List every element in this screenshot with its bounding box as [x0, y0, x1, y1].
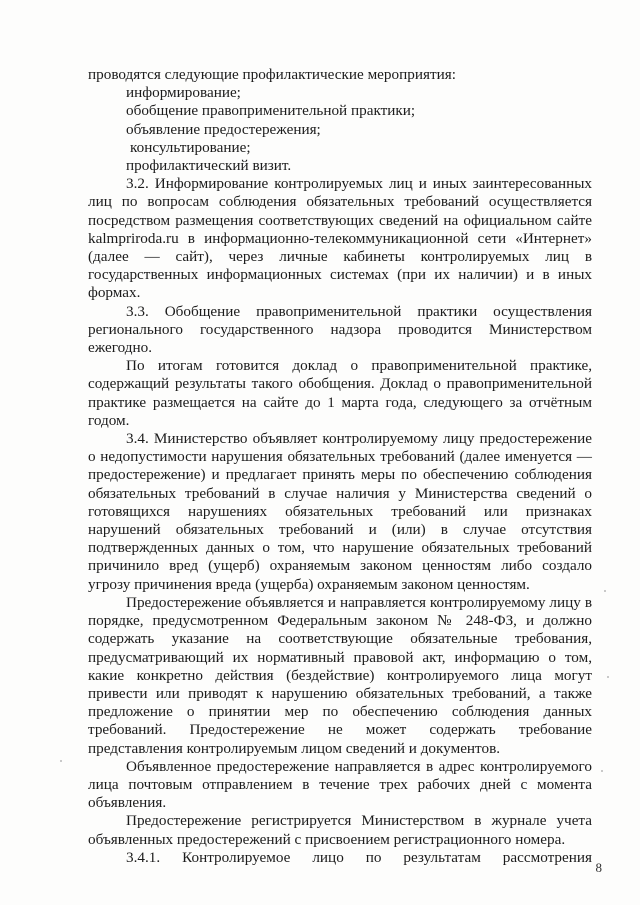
- scan-speck: [604, 590, 606, 592]
- paragraph-item-3: объявление предостережения;: [126, 120, 321, 138]
- scan-speck: [60, 760, 62, 762]
- paragraph-p-3-2: 3.2. Информирование контролируемых лиц и иных заинтересованных лиц по вопросам соблюдения обязательных требований осуществляется посредством размещения соответствующих сведений на официальном сайте kalmpriroda.ru в информационно-телекоммуникационной сети «Интернет» (далее — сайт), через личные кабинеты контролируемых лиц в государственных информационных системах (при их наличии) и в иных формах.: [88, 175, 592, 302]
- paragraph-p-3-4-c: Объявленное предостережение направляется в адрес контролируемого лица почтовым отправлением в течение трех рабочих дней с момента объявления.: [88, 757, 592, 812]
- scan-speck: [607, 676, 609, 678]
- paragraph-item-4: консультирование;: [130, 138, 251, 156]
- document-body: [88, 66, 592, 867]
- paragraph-item-5: профилактический визит.: [126, 157, 292, 175]
- paragraph-p-3-3: 3.3. Обобщение правоприменительной практики осуществления регионального государственного надзора проводится Министерством ежегодно.: [88, 302, 592, 357]
- paragraph-item-1: информирование;: [126, 84, 241, 102]
- paragraph-p-3-4-b: Предостережение объявляется и направляется контролируемому лицу в порядке, предусмотренном Федеральным законом № 248-ФЗ, и должно содержать указание на соответствующие обязательные требования, предусматривающий их нормативный правовой акт, информацию о том, какие конкретно действия (бездействие) контролируемого лица могут привести или приводят к нарушению обязательных требований, а также предложение о принятии мер по обеспечению соблюдения данных требований. Предостережение не может содержать требование представления контролируемым лицом сведений и документов.: [88, 593, 592, 757]
- scan-speck: [601, 770, 603, 772]
- paragraph-intro: проводятся следующие профилактические мероприятия:: [88, 66, 456, 83]
- paragraph-p-3-4-d: Предостережение регистрируется Министерством в журнале учета объявленных предостережений с присвоением регистрационного номера.: [88, 812, 592, 848]
- paragraph-p-3-3-b: По итогам готовится доклад о правоприменительной практике, содержащий результаты такого обобщения. Доклад о правоприменительной практике размещается на сайте до 1 марта года, следующего за отчётным годом.: [88, 357, 592, 429]
- paragraph-item-2: обобщение правоприменительной практики;: [126, 102, 416, 120]
- paragraph-p-3-4: 3.4. Министерство объявляет контролируемому лицу предостережение о недопустимости нарушения обязательных требований (далее именуется — предостережение) и предлагает принять меры по обеспечению соблюдения обязательных требований в случае наличия у Министерства сведений о готовящихся нарушениях обязательных требований или признаках нарушений обязательных требований и (или) в случае отсутствия подтвержденных данных о том, что нарушение обязательных требований причинило вред (ущерб) охраняемым законом ценностям либо создало угрозу причинения вреда (ущерба) охраняемым законом ценностям.: [88, 430, 592, 593]
- paragraph-p-3-4-1: 3.4.1. Контролируемое лицо по результатам рассмотрения: [126, 848, 592, 866]
- page-number: 8: [595, 860, 602, 875]
